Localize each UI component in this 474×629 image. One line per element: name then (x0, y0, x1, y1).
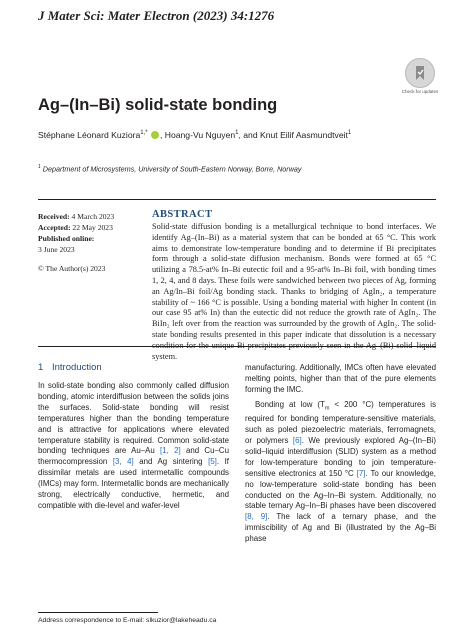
paragraph-text: . If dissimilar metals are used intermetallic compounds (IMCs) may form. Intermetallic bonds are mechanically strong, electrically conductive, hermetic, and compatible with die-level and wafer-level (38, 457, 229, 510)
check-for-updates-badge[interactable] (405, 58, 435, 88)
abstract-heading: ABSTRACT (152, 209, 213, 220)
intro-column-right (245, 363, 436, 545)
bookmark-icon (413, 65, 427, 81)
correspondence-footnote: Address correspondence to E-mail: slkuzior@lakeheadu.ca (38, 617, 217, 624)
paragraph: manufacturing. Additionally, IMCs often have elevated melting points, higher than that of the pure elements forming the IMC. (245, 363, 436, 394)
affiliation (38, 164, 301, 173)
citation-link[interactable]: [6] (292, 436, 302, 446)
accepted-date: 22 May 2023 (72, 223, 113, 232)
orcid-icon[interactable] (151, 131, 159, 139)
affiliation-text: Department of Microsystems, University of South-Eastern Norway, Borre, Norway (42, 164, 302, 174)
author-superscript: 1,* (140, 130, 148, 137)
subscript: m (324, 405, 330, 412)
section-number: 1 (38, 362, 44, 373)
paragraph-text: Bonding at low (T (255, 399, 325, 409)
author-name[interactable]: Stéphane Léonard Kuziora (38, 130, 141, 140)
published-label: Published online: (38, 234, 95, 243)
paragraph-text: . We previously explored Ag–(In–Bi) solid–liquid interdiffusion (SLID) system as a method for low-temperature bonding to join temperature-sensitive electronics at 150 °C (245, 436, 436, 478)
author-name[interactable]: , and Knut Eilif Aasmundtveit (238, 130, 348, 140)
copyright: © The Author(s) 2023 (38, 264, 106, 273)
citation-link[interactable]: , 9] (251, 512, 268, 522)
citation-link[interactable]: [7] (356, 468, 366, 478)
paragraph-text: . The lack of a ternary phase, and the immiscibility of Ag and Bi (illustrated by the Ag–Bi phase (245, 512, 436, 544)
accepted-label: Accepted: (38, 223, 71, 232)
section-heading (38, 362, 102, 373)
divider (38, 346, 436, 347)
intro-column-left (38, 381, 229, 512)
author-superscript: 1 (235, 130, 239, 137)
citation-link[interactable]: [8 (245, 512, 252, 522)
footnote-divider (38, 612, 158, 613)
check-for-updates-label: Check for updates (401, 89, 439, 94)
paragraph-text: < 200 °C) temperatures is required for bonding temperature-sensitive materials, such as poled piezoelectric materials, ferromagnets, or polymers (245, 399, 437, 446)
journal-citation: J Mater Sci: Mater Electron (2023) 34:1276 (38, 8, 275, 23)
article-title: Ag–(In–Bi) solid-state bonding (38, 96, 278, 114)
author-name[interactable]: , Hoang-Vu Nguyen (159, 130, 236, 140)
article-dates (38, 211, 138, 274)
received-date: 4 March 2023 (71, 212, 115, 221)
citation-link[interactable]: , 4] (119, 457, 134, 467)
published-date: 3 June 2023 (38, 245, 75, 254)
divider (38, 199, 436, 200)
citation-link[interactable]: , 2] (166, 446, 181, 456)
citation-link[interactable]: [5] (208, 457, 217, 467)
paragraph (245, 400, 436, 545)
paragraph-text: In solid-state bonding also commonly called diffusion bonding, atomic interdiffusion between the solids joins the surfaces. Solid-state bonding will resist temperatures higher than the bonding temperature and is attractive for applications where elevated temperature stability is required. Common solid-state bonding techniques are Au–Au (38, 381, 229, 456)
citation-link[interactable]: [1 (160, 446, 167, 456)
received-label: Received: (38, 212, 70, 221)
section-title: Introduction (52, 362, 102, 373)
author-list (38, 130, 351, 140)
paragraph-text: and Ag sintering (133, 457, 209, 467)
citation-link[interactable]: [3 (112, 457, 120, 467)
abstract-text: Solid-state diffusion bonding is a metallurgical technique to bond interfaces. We identify Ag–(In–Bi) as a material system that can be bonded at 65 °C. This work aims to demonstrate low-temperature bonding and to determine if Bi precipitates form through a solid-state diffusion mechanism. Bonds were formed at 65 °C utilizing a 78.5-at% In–Bi eutectic foil and a 95-at% In–Bi foil, with bonding times 1, 2, 4, and 8 days. These foils were sandwiched between two pieces of Ag, forming an Ag/In–Bi foil/Ag bonding stack. Thanks to bridging of AgIn₂, a temperature stability of ~ 166 °C is possible. Using a bonding material with higher In content (in our case 95 at% In) than the eutectic did not reduce the growth rate of AgIn₂. The BiIn₂ left over from the reaction was surrounded by the growth of AgIn₂. The solid-state bonding results presented in this paper indicate that dissolution is a necessary system. (152, 222, 436, 361)
paragraph-text: and Cu–Cu thermocompression (38, 446, 229, 467)
affiliation-superscript: 1 (38, 164, 41, 170)
paragraph (38, 381, 229, 512)
paragraph-text: . To our knowledge, no low-temperature solid-state bonding has been conducted on the Ag–In–Bi system. Additionally, no stable ternary Ag–In–Bi phases have been discovered (245, 468, 436, 511)
author-superscript: 1 (347, 130, 352, 137)
